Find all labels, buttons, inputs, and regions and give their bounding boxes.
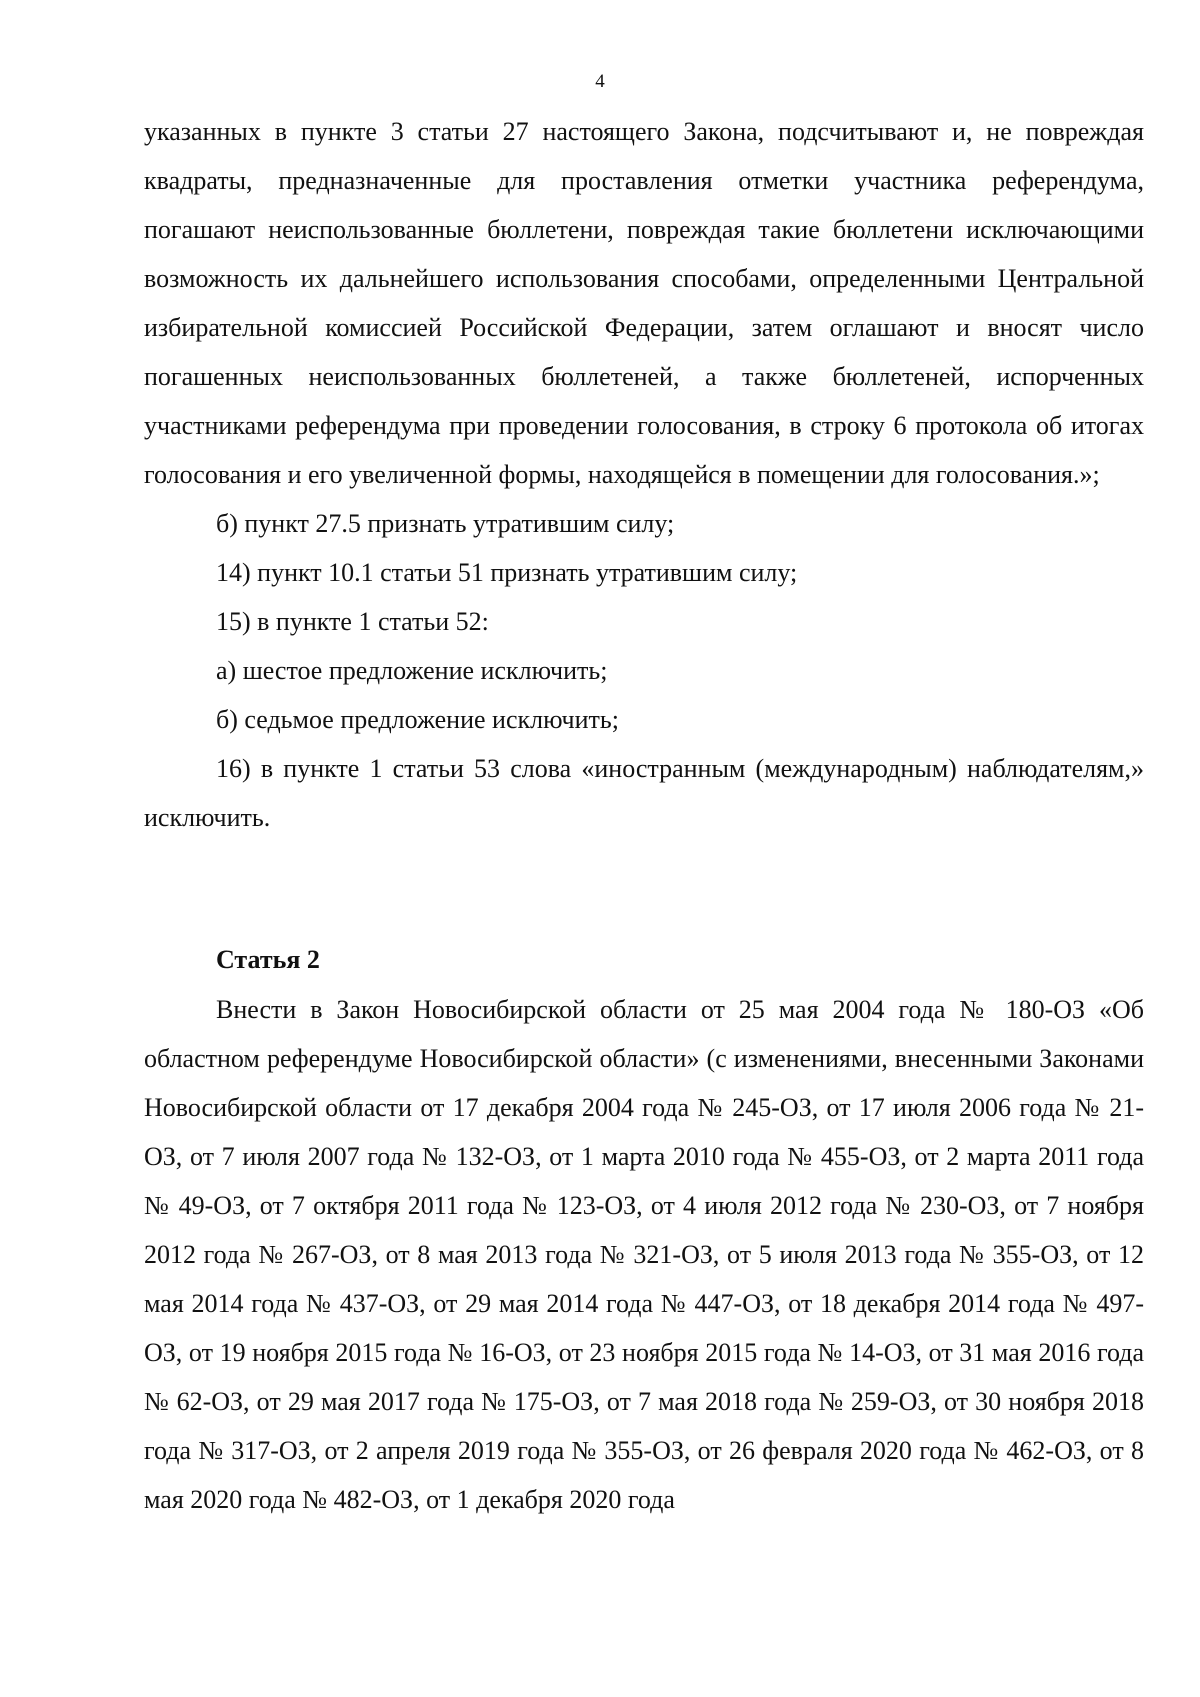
article-2-section [144,985,1144,1524]
page-number: 4 [595,71,605,92]
paragraph-item-15a: а) шестое предложение исключить; [216,656,608,685]
paragraph-article-2-body: Внести в Закон Новосибирской области от 25 мая 2004 года № 180-ОЗ «Об областном референдуме Новосибирской области» (с изменениями, внесенными Законами Новосибирской области от 17 декабря 2004 года № 245-ОЗ, от 17 июля 2006 года № 21-ОЗ, от 7 июля 2007 года № 132-ОЗ, от 1 марта 2010 года № 455-ОЗ, от 2 марта 2011 года № 49-ОЗ, от 7 октября 2011 года № 123-ОЗ, от 4 июля 2012 года № 230-ОЗ, от 7 ноября 2012 года № 267-ОЗ, от 8 мая 2013 года № 321-ОЗ, от 5 июля 2013 года № 355-ОЗ, от 12 мая 2014 года № 437-ОЗ, от 29 мая 2014 года № 447-ОЗ, от 18 декабря 2014 года № 497-ОЗ, от 19 ноября 2015 года № 16-ОЗ, от 23 ноября 2015 года № 14-ОЗ, от 31 мая 2016 года № 62-ОЗ, от 29 мая 2017 года № 175-ОЗ, от 7 мая 2018 года № 259-ОЗ, от 30 ноября 2018 года № 317-ОЗ, от 2 апреля 2019 года № 355-ОЗ, от 26 февраля 2020 года № 462-ОЗ, от 8 мая 2020 года № 482-ОЗ, от 1 декабря 2020 года [144,995,1144,1514]
amendments-section [144,107,1144,842]
paragraph-item-14: 14) пункт 10.1 статьи 51 признать утратившим силу; [216,558,798,587]
paragraph-item-b-27-5: б) пункт 27.5 признать утратившим силу; [216,509,675,538]
paragraph-item-16: 16) в пункте 1 статьи 53 слова «иностранным (международным) наблюдателям,» исключить. [144,754,1144,832]
paragraph-item-15b: б) седьмое предложение исключить; [216,705,619,734]
paragraph-item-15: 15) в пункте 1 статьи 52: [216,607,489,636]
article-heading: Статья 2 [216,945,320,974]
paragraph-ballot-cancellation: указанных в пункте 3 статьи 27 настоящего Закона, подсчитывают и, не повреждая квадраты, предназначенные для проставления отметки участника референдума, погашают неиспользованные бюллетени, повреждая такие бюллетени исключающими возможность их дальнейшего использования способами, определенными Центральной избирательной комиссией Российской Федерации, затем оглашают и вносят число погашенных неиспользованных бюллетеней, а также бюллетеней, испорченных участниками референдума при проведении голосования, в строку 6 протокола об итогах голосования и его увеличенной формы, находящейся в помещении для голосования.»; [144,117,1144,489]
